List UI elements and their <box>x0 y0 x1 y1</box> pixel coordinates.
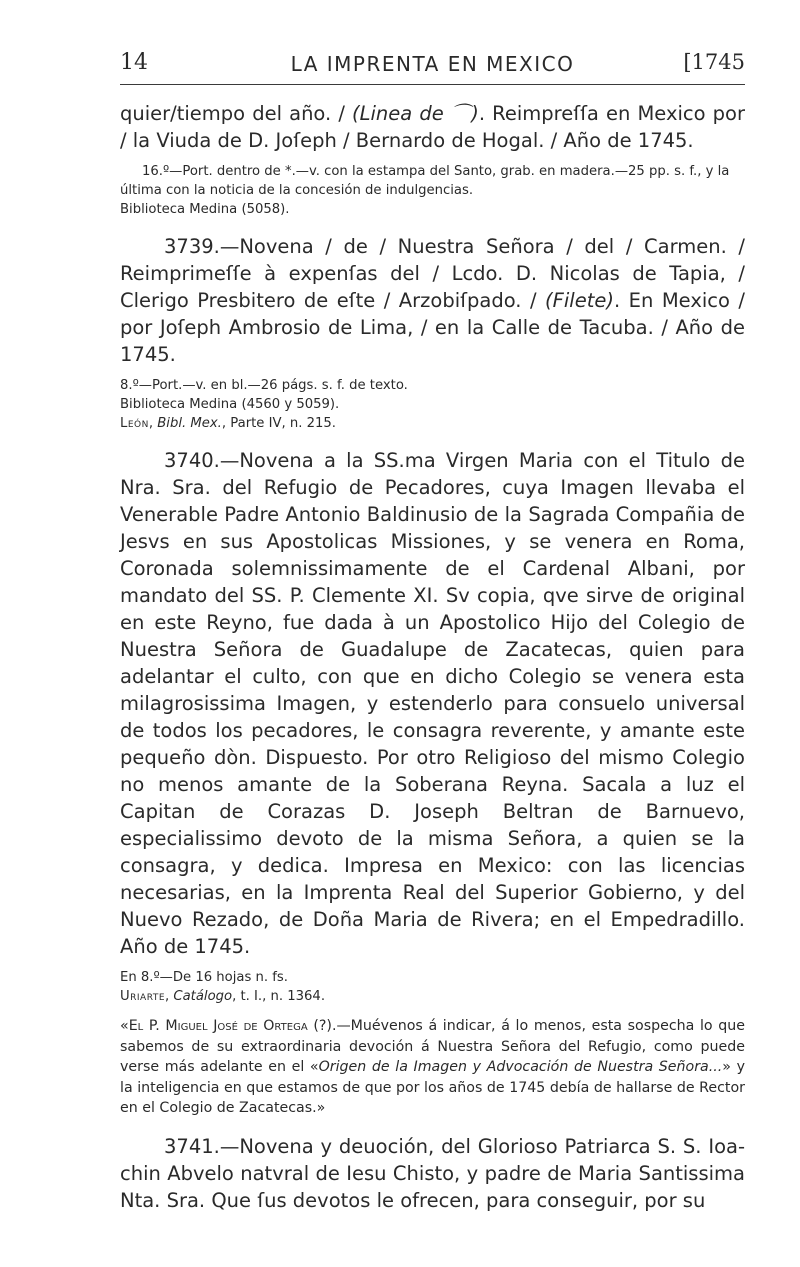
entry-3740 <box>120 447 745 1119</box>
header-year: [1745 <box>683 50 745 74</box>
quote-part: » y la inteligencia en que estamos de que por los años de 1745 debía de hallarse de Rector en el Colegio de Zacatecas.» <box>120 1059 745 1116</box>
bibliographic-note: 8.º—Port.—v. en bl.—26 págs. s. f. de texto. <box>120 378 408 393</box>
entry-text-part: . En Mexico / por Joſeph Ambrosio de Lima, / en la Calle de Tacuba. / Año de 1745. <box>120 289 745 366</box>
entry-text <box>120 100 745 154</box>
library-holding: Biblioteca Medina (5058). <box>120 202 290 217</box>
author-smallcaps: León <box>120 416 149 431</box>
entry-text-italic: (Filete) <box>545 289 614 312</box>
quote-part: (?).—Muévenos á indicar, á lo menos, esta sospecha lo que sabemos de su extraordinaria devoción á Nuestra Señora del Refugio, como puede verse más adelante en el « <box>120 1018 746 1075</box>
bibliography-reference: León, Bibl. Mex., Parte IV, n. 215. <box>120 416 336 431</box>
entry-3741 <box>120 1133 745 1214</box>
library-holding: Biblioteca Medina (4560 y 5059). <box>120 397 340 412</box>
entry-text <box>120 233 745 368</box>
entry-text-part: . Reimpreſſa en Mexico por / la Viuda de D. Joſeph / Bernardo de Hogal. / Año de 1745. <box>120 102 745 152</box>
bibliographic-note: En 8.º—De 16 hojas n. fs. <box>120 970 288 985</box>
page-content <box>120 100 745 1214</box>
reference-detail: , Parte IV, n. 215. <box>221 416 336 431</box>
entry-text: 3740.—Novena a la SS.ma Virgen Maria con el Titulo de Nra. Sra. del Refugio de Pecadores, cuya Imagen llevaba el Venerable Padre Antonio Baldinusio de la Sagrada Compañia de Jesvs en sus Apostolicas Missiones, y se venera en Roma, Coronada solemnissimamente de el Cardenal Albani, por mandato del SS. P. Clemente XI. Sv copia, qve sirve de original en este Reyno, fue dada à un Apostolico Hijo del Colegio de Nuestra Señora de Guadalupe de Zacatecas, quien para adelantar el culto, con que en dicho Colegio se venera esta milagrosissima Imagen, y estenderlo para consuelo universal de todos los pecadores, le consagra reverente, y amante este pequeño dòn. Dispuesto. Por otro Religioso del mismo Colegio no menos amante de la Soberana Reyna. Sacala a luz el Capitan de Corazas D. Joseph Beltran de Barnuevo, especialissimo devoto de la misma Señora, a quien se la consagra, y dedica. Impresa en Mexico: con las licencias necesarias, en la Imprenta Real del Superior Gobierno, y del Nuevo Rezado, de Doña Maria de Rivera; en el Empedradillo. Año de 1745. <box>120 449 745 958</box>
author-smallcaps: Uriarte <box>120 989 165 1004</box>
entry-text-italic: (Linea de ⌒) <box>352 102 479 125</box>
running-title: LA IMPRENTA EN MEXICO <box>290 52 575 76</box>
title-italic: Origen de la Imagen y Advocación de Nuestra Señora... <box>318 1059 723 1075</box>
entry-text: 3741.—Novena y deuoción, del Glorioso Patriarca S. S. Ioachin Abvelo natvral de Iesu Chisto, y padre de Maria Santissima Nta. Sra. Que ſus devotos le ofrecen, para conseguir, por su <box>120 1134 745 1212</box>
title-italic: Bibl. Mex. <box>157 416 222 431</box>
entry-text-part: quier/tiempo del año. / <box>120 102 353 125</box>
bibliographic-note: 16.º—Port. dentro de *.—v. con la estampa del Santo, grab. en madera.—25 pp. s. f., y la última con la noticia de la concesión de indulgencias. <box>120 164 730 198</box>
title-italic: Catálogo <box>173 989 233 1004</box>
bibliography-reference: Uriarte, Catálogo, t. I., n. 1364. <box>120 989 326 1004</box>
entry-3739 <box>120 233 745 433</box>
page-number: 14 <box>120 50 148 75</box>
commentary-quote <box>120 1016 745 1119</box>
entry-continuation <box>120 100 745 219</box>
entry-text-part: 3739.—Novena / de / Nuestra Señora / del / Carmen. / Reimprimeſſe à expenſas del / Lcdo. D. Nicolas de Tapia, / Clerigo Presbitero de eſte / Arzobiſpado. / <box>120 235 745 312</box>
quote-part: « <box>120 1018 129 1034</box>
reference-detail: , t. I., n. 1364. <box>232 989 326 1004</box>
author-smallcaps: El P. Miguel José de Ortega <box>128 1018 308 1034</box>
running-header <box>120 50 745 85</box>
